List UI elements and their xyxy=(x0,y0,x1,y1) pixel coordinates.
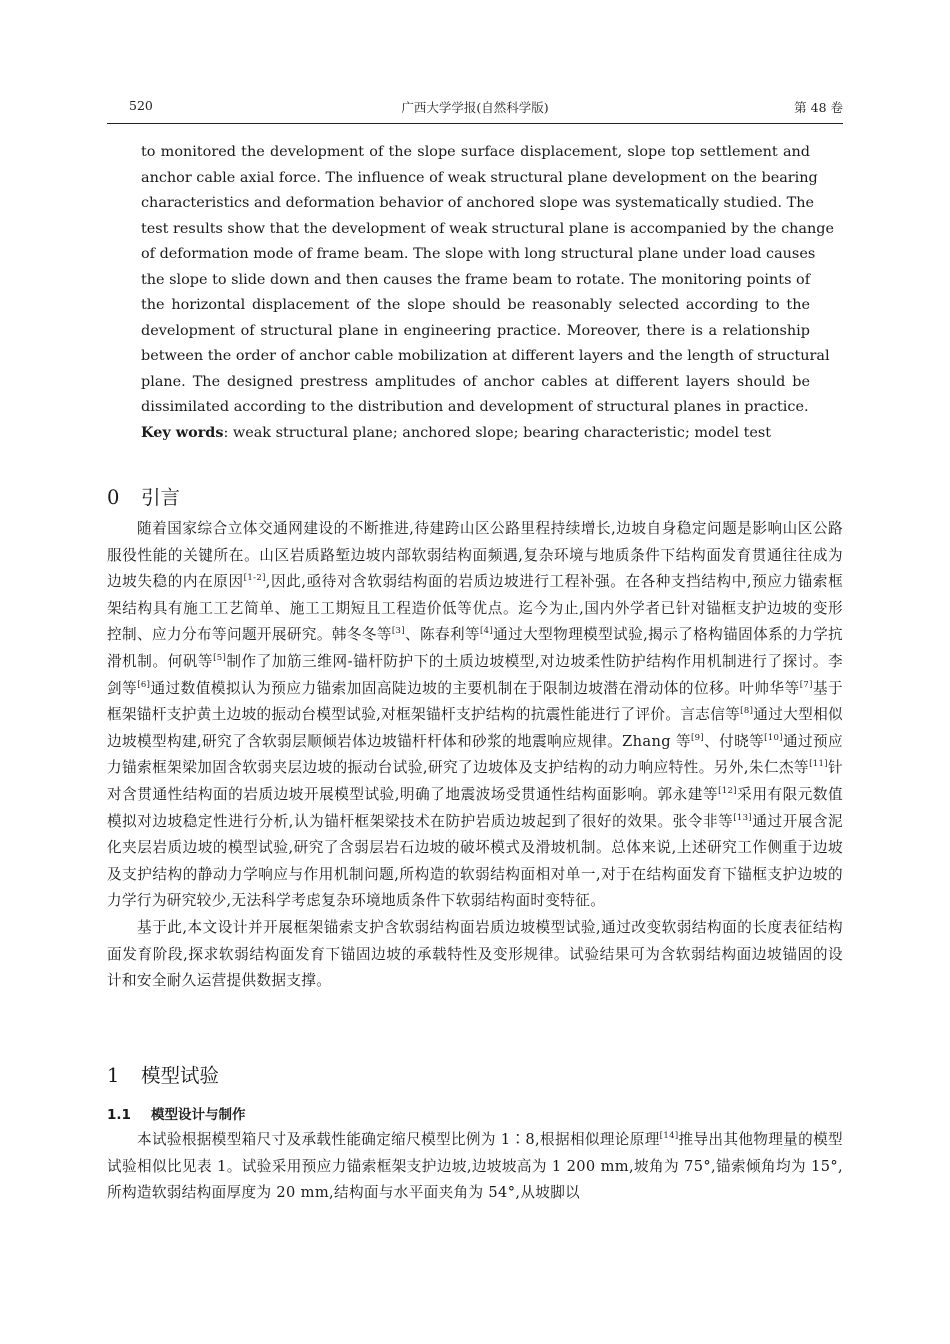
text-run: 通过预应力锚索框架梁加固含软弱夹层边坡的振动台试验,研究了边坡体及支护结构的动力响应特性。另外,朱仁杰等 xyxy=(107,732,843,777)
text-run: ,因此,亟待对含软弱结构面的岩质边坡进行工程补强。在各种支挡结构中,预应力锚索框架结构具有施工工艺简单、施工工期短且工程造价低等优点。迄今为止,国内外学者已针对锚框支护边坡的变形控制、应力分布等问题开展研究。韩冬冬等 xyxy=(107,573,844,644)
section-title: 模型试验 xyxy=(141,1064,220,1087)
page-header xyxy=(107,98,843,122)
text-run: 本试验根据模型箱尺寸及承载性能确定缩尺模型比例为 1∶8,根据相似理论原理 xyxy=(137,1131,660,1148)
section-number: 0 xyxy=(107,486,120,509)
journal-title: 广西大学学报(自然科学版) xyxy=(401,100,549,115)
introduction-body xyxy=(107,516,843,995)
citation: [7] xyxy=(799,679,813,690)
citation: [1-2] xyxy=(243,573,266,584)
page-number: 520 xyxy=(129,98,153,113)
abstract-line: the slope to slide down and then causes the frame beam to rotate. The monitoring points of xyxy=(141,271,811,288)
citation: [5] xyxy=(213,652,227,663)
text-run: 通过大型物理模型试验,揭示了格构锚固体系的力学抗滑机制。何矾等 xyxy=(107,626,844,670)
text-run: 制作了加筋三维网-锚杆防护下的土质边坡模型,对边坡柔性防护结构作用机制进行了探讨。李剑等 xyxy=(107,652,843,697)
subsection-heading xyxy=(107,1103,246,1123)
abstract-text xyxy=(141,140,834,421)
keywords-text: : weak structural plane; anchored slope; bearing characteristic; model test xyxy=(223,425,772,441)
abstract-line: plane. The designed prestress amplitudes of anchor cables at different layers should be xyxy=(141,373,810,390)
text-run: 通过数值模拟认为预应力锚索加固高陡边坡的主要机制在于限制边坡潜在滑动体的位移。叶帅华等 xyxy=(150,679,800,697)
abstract-line: test results show that the development of weak structural plane is accompanied by the change xyxy=(141,220,834,237)
model-design-body xyxy=(107,1127,843,1207)
text-run: 、陈春利等 xyxy=(404,626,481,644)
abstract-line: anchor cable axial force. The influence of weak structural plane development on the bearing xyxy=(141,169,818,186)
text-run: 采用有限元数值模拟对边坡稳定性进行分析,认为锚杆框架梁技术在防护岩质边坡起到了很好的效果。张令非等 xyxy=(107,785,844,830)
text-run: 通过大型相似边坡模型构建,研究了含软弱层顺倾岩体边坡锚杆杆体和砂浆的地震响应规律。Zhang 等 xyxy=(107,706,843,750)
volume-number: 第 48 卷 xyxy=(794,100,843,115)
abstract-line: development of structural plane in engineering practice. Moreover, there is a relationship xyxy=(141,322,810,339)
keywords xyxy=(141,420,810,447)
citation: [11] xyxy=(809,759,828,770)
subsection-title: 模型设计与制作 xyxy=(151,1107,246,1123)
section-title: 引言 xyxy=(141,486,181,509)
keywords-label: Key words xyxy=(141,424,224,441)
abstract-line: to monitored the development of the slope surface displacement, slope top settlement and xyxy=(141,144,810,160)
text-run: 针对含贯通性结构面的岩质边坡开展模型试验,明确了地震波场受贯通性结构面影响。郭永建等 xyxy=(107,759,843,803)
abstract-line: characteristics and deformation behavior of anchored slope was systematically studied. The xyxy=(141,195,815,211)
section-heading-model-test xyxy=(107,1060,219,1088)
header-rule xyxy=(107,123,843,124)
citation: [8] xyxy=(740,706,754,717)
citation: [3] xyxy=(391,626,405,637)
citation: [12] xyxy=(718,785,737,796)
abstract-line: dissimilated according to the distribution and development of structural planes in practice. xyxy=(141,399,809,415)
text-run: 随着国家综合立体交通网建设的不断推进,待建跨山区公路里程持续增长,边坡自身稳定问题是影响山区公路服役性能的关键所在。山区岩质路堑边坡内部软弱结构面频遇,复杂环境与地质条件下结构面发育贯通往往成为边坡失稳的内在原因 xyxy=(107,520,843,591)
section-heading-introduction xyxy=(107,482,180,510)
abstract-line: of deformation mode of frame beam. The slope with long structural plane under load causes xyxy=(141,246,816,262)
text-run: 通过开展含泥化夹层岩质边坡的模型试验,研究了含弱层岩石边坡的破坏模式及滑坡机制。总体来说,上述研究工作侧重于边坡及支护结构的静动力学响应与作用机制问题,所构造的软弱结构面相对单一,对于在结构面发育下锚框支护边坡的力学行为研究较少,无法科学考虑复杂环境地质条件下软弱结构面时变特征。 xyxy=(107,812,843,910)
text-run: 推导出其他物理量的模型试验相似比见表 1。试验采用预应力锚索框架支护边坡,边坡坡高为 1 200 mm,坡角为 75°,锚索倾角均为 15°,所构造软弱结构面厚度为 20 mm,结构面与水平面夹角为 54°,从坡脚以 xyxy=(107,1131,843,1202)
citation: [6] xyxy=(137,679,151,690)
text-run: 基于框架锚杆支护黄土边坡的振动台模型试验,对框架锚杆支护结构的抗震性能进行了评价。言志信等 xyxy=(107,679,843,724)
citation: [14] xyxy=(659,1131,679,1141)
paragraph xyxy=(107,1127,843,1207)
text-run: 、付晓等 xyxy=(704,732,765,750)
subsection-number: 1.1 xyxy=(107,1107,131,1123)
abstract-line: the horizontal displacement of the slope should be reasonably selected according to the xyxy=(141,297,810,313)
paragraph: 基于此,本文设计并开展框架锚索支护含软弱结构面岩质边坡模型试验,通过改变软弱结构面的长度表征结构面发育阶段,探求软弱结构面发育下锚固边坡的承载特性及变形规律。试验结果可为含软弱结构面边坡锚固的设计和安全耐久运营提供数据支撑。 xyxy=(107,918,843,990)
citation: [10] xyxy=(764,732,783,743)
citation: [13] xyxy=(733,812,753,823)
section-number: 1 xyxy=(107,1064,120,1087)
citation: [9] xyxy=(690,732,705,743)
paragraph xyxy=(107,516,843,915)
citation: [4] xyxy=(480,626,494,637)
abstract-line: between the order of anchor cable mobilization at different layers and the length of structural xyxy=(141,348,830,364)
